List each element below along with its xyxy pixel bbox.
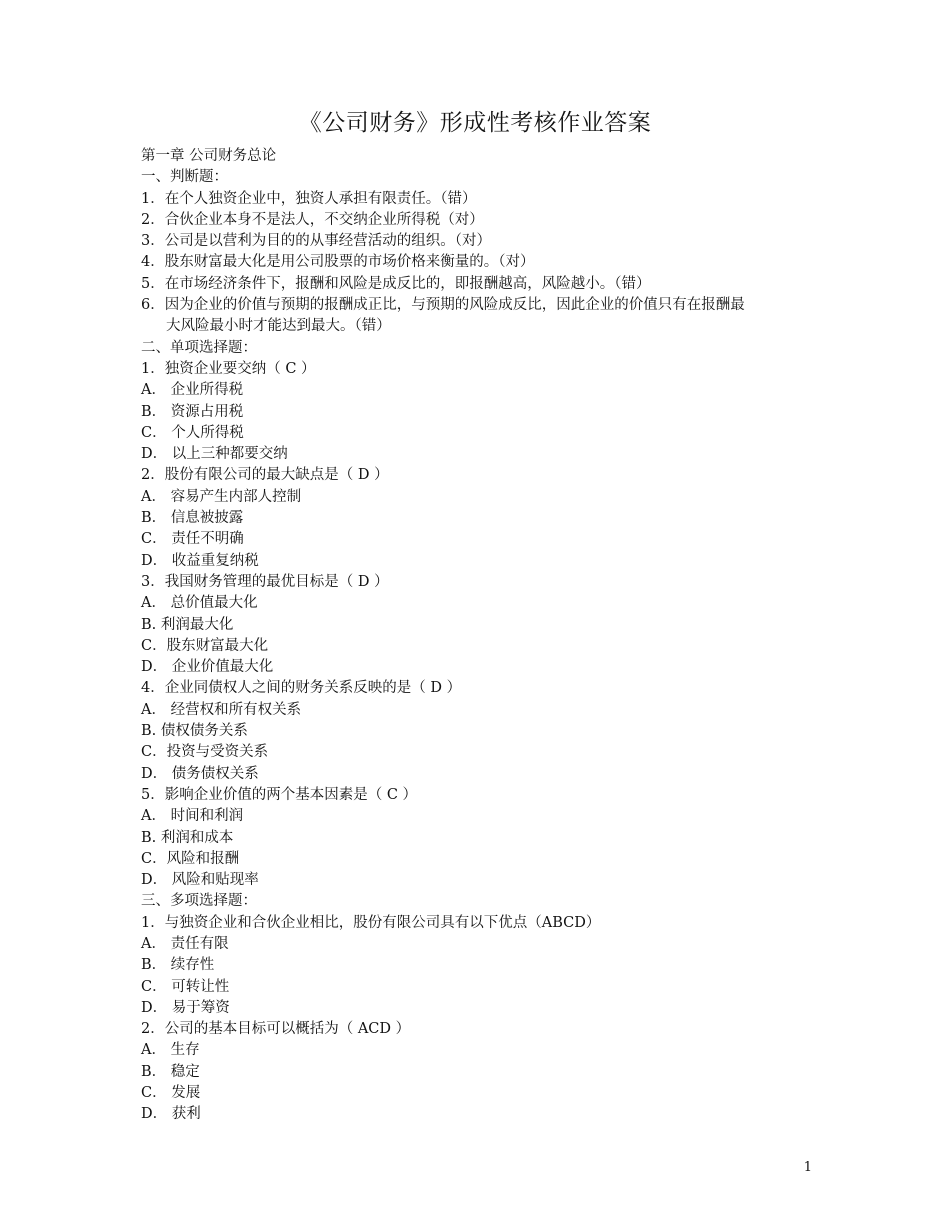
judgment-item-5: 5．在市场经济条件下，报酬和风险是成反比的，即报酬越高，风险越小。（错） bbox=[141, 275, 651, 292]
document-body bbox=[141, 146, 821, 1126]
single-choice-question-2: 2．股份有限公司的最大缺点是（ D ） bbox=[141, 467, 389, 484]
judgment-item-6: 6．因为企业的价值与预期的报酬成正比，与预期的风险成反比，因此企业的价值只有在报酬最 bbox=[141, 297, 745, 314]
option-line: B． 续存性 bbox=[141, 957, 215, 974]
section-heading-multiple-choice: 三、多项选择题： bbox=[141, 893, 257, 910]
document-title: 《公司财务》形成性考核作业答案 bbox=[298, 110, 652, 136]
option-line: A． 时间和利润 bbox=[141, 808, 244, 825]
option-line: A． 经营权和所有权关系 bbox=[141, 701, 302, 718]
judgment-item-2: 2．合伙企业本身不是法人，不交纳企业所得税（对） bbox=[141, 211, 484, 228]
section-heading-single-choice: 二、单项选择题： bbox=[141, 339, 257, 356]
single-choice-question-1: 1．独资企业要交纳（ C ） bbox=[141, 360, 316, 377]
section-heading-judgment: 一、判断题： bbox=[141, 169, 228, 186]
option-line: A． 总价值最大化 bbox=[141, 595, 258, 612]
option-line: B. 利润和成本 bbox=[141, 829, 234, 846]
option-line: B． 信息被披露 bbox=[141, 510, 244, 527]
option-line: B. 利润最大化 bbox=[141, 616, 234, 633]
multiple-choice-question-1: 1．与独资企业和合伙企业相比，股份有限公司具有以下优点（ABCD） bbox=[141, 914, 601, 931]
option-line: D． 债务债权关系 bbox=[141, 765, 259, 782]
page-number: 1 bbox=[803, 1160, 812, 1175]
option-line: A． 企业所得税 bbox=[141, 382, 244, 399]
option-line: B． 稳定 bbox=[141, 1063, 200, 1080]
option-line: C．股东财富最大化 bbox=[141, 637, 269, 654]
chapter-heading: 第一章 公司财务总论 bbox=[141, 148, 277, 164]
multiple-choice-question-2: 2．公司的基本目标可以概括为（ ACD ） bbox=[141, 1021, 411, 1038]
option-line: C． 发展 bbox=[141, 1085, 201, 1102]
single-choice-question-5: 5．影响企业价值的两个基本因素是（ C ） bbox=[141, 786, 418, 803]
option-line: C． 可转让性 bbox=[141, 978, 230, 995]
option-line: D． 获利 bbox=[141, 1106, 201, 1123]
option-line: D． 收益重复纳税 bbox=[141, 552, 259, 569]
option-line: A． 容易产生内部人控制 bbox=[141, 488, 302, 505]
single-choice-question-3: 3．我国财务管理的最优目标是（ D ） bbox=[141, 573, 389, 590]
judgment-item-1: 1．在个人独资企业中，独资人承担有限责任。（错） bbox=[141, 190, 477, 207]
option-line: D． 风险和贴现率 bbox=[141, 872, 259, 889]
option-line: B． 资源占用税 bbox=[141, 403, 244, 420]
option-line: D． 以上三种都要交纳 bbox=[141, 446, 288, 463]
option-line: A． 责任有限 bbox=[141, 935, 229, 952]
option-line: D． 企业价值最大化 bbox=[141, 659, 274, 676]
option-line: D． 易于筹资 bbox=[141, 999, 230, 1016]
option-line: C． 责任不明确 bbox=[141, 531, 244, 548]
option-line: A． 生存 bbox=[141, 1042, 200, 1059]
option-line: B. 债权债务关系 bbox=[141, 723, 248, 740]
option-line: C．投资与受资关系 bbox=[141, 744, 269, 761]
option-line: C． 个人所得税 bbox=[141, 424, 244, 441]
single-choice-question-4: 4．企业同债权人之间的财务关系反映的是（ D ） bbox=[141, 680, 462, 697]
judgment-item-6-continued: 大风险最小时才能达到最大。（错） bbox=[166, 318, 391, 335]
judgment-item-3: 3．公司是以营利为目的的从事经营活动的组织。（对） bbox=[141, 233, 491, 250]
judgment-item-4: 4．股东财富最大化是用公司股票的市场价格来衡量的。（对） bbox=[141, 254, 535, 271]
option-line: C．风险和报酬 bbox=[141, 850, 240, 867]
